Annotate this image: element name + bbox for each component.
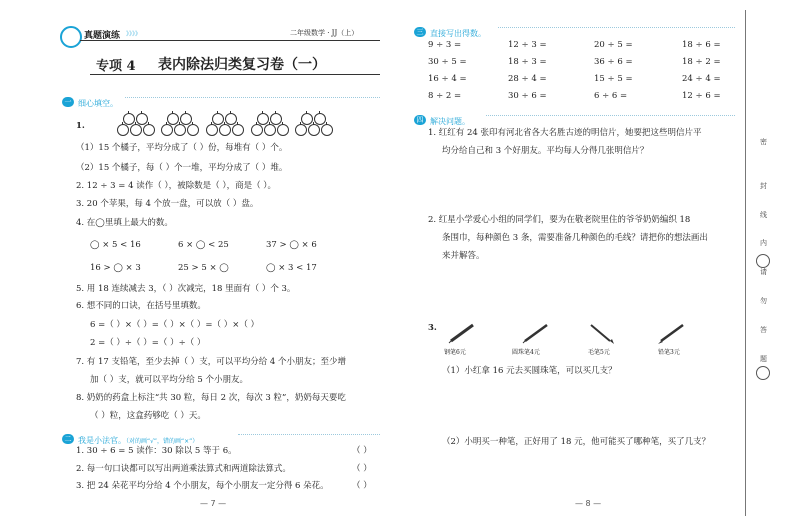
calc-cell: 30 ÷ 5 = [428, 57, 467, 67]
section-calc-title: 直接写出得数。 [430, 29, 486, 38]
p3-part1: （1）小红拿 16 元去买圆珠笔，可以买几支？ [442, 366, 617, 376]
q1-number: 1. [76, 121, 85, 131]
q4-item: 16 > ◯ × 3 [90, 263, 141, 273]
header-rule [80, 40, 380, 41]
judge-mark: （ ） [352, 481, 372, 491]
ballpoint-pen-icon [522, 322, 550, 344]
p2-line3: 来并解答。 [442, 251, 485, 261]
ballpoint-pen-label: 圆珠笔4元 [512, 349, 540, 356]
q8-line2: （ ）粒，这盒药够吃（ ）天。 [90, 411, 206, 421]
right-page [400, 0, 800, 531]
section-solve-heading [414, 109, 470, 128]
margin-char: 勿 [760, 297, 767, 305]
pen-icon [448, 322, 476, 344]
q6-row2: 2 =（ ）÷（ ）=（ ）÷（ ） [90, 338, 206, 348]
calc-cell: 16 ÷ 4 = [428, 74, 467, 84]
q6-text: 6. 想不同的口诀，在括号里填数。 [76, 301, 206, 311]
q4-item: ◯ × 5 < 16 [90, 240, 141, 250]
orange-icon [232, 124, 244, 136]
orange-icon [161, 124, 173, 136]
orange-icon [251, 124, 263, 136]
orange-icon [225, 113, 237, 125]
p1-line2: 均分给自己和 3 个好朋友。平均每人分得几张明信片？ [442, 146, 649, 156]
section-fill-title: 细心填空。 [78, 99, 118, 108]
orange-icon [295, 124, 307, 136]
q1-part1: （1）15 个橘子，平均分成了（ ）份，每堆有（ ）个。 [76, 143, 288, 153]
q1-part2: （2）15 个橘子，每（ ）个一堆，平均分成了（ ）堆。 [76, 163, 288, 173]
header-arrows: 》》》》 [126, 31, 142, 38]
q4-item: 6 × ◯ < 25 [178, 240, 229, 250]
q7-line1: 7. 有 17 支铅笔，至少去掉（ ）支，可以平均分给 4 个小朋友；至少增 [76, 357, 347, 367]
pencil-icon [658, 322, 686, 344]
section-solve-title: 解决问题。 [430, 117, 470, 126]
orange-icon [167, 113, 179, 125]
margin-char: 题 [760, 355, 767, 363]
q4-item: 37 > ◯ × 6 [266, 240, 317, 250]
q3: 3. 20 个苹果，每 4 个放一盘，可以放（ ）盘。 [76, 199, 259, 209]
orange-icon [117, 124, 129, 136]
title-rule [90, 74, 380, 75]
margin-char: 密 [760, 138, 767, 146]
orange-icon [219, 124, 231, 136]
q2: 2. 12 ÷ 3 = 4 读作（ ），被除数是（ ），商是（ ）。 [76, 181, 277, 191]
header-badge: 真题演练 [84, 31, 121, 41]
p3-part2: （2）小明买一种笔，正好用了 18 元，他可能买了哪种笔，买了几支？ [442, 437, 711, 447]
orange-icon [174, 124, 186, 136]
orange-icon [277, 124, 289, 136]
dotted-divider [486, 115, 735, 116]
section-fill-heading [62, 91, 118, 110]
judge-mark: （ ） [352, 464, 372, 474]
q8-line1: 8. 奶奶的药盒上标注“共 30 粒，每日 2 次，每次 3 粒”，奶奶每天要吃 [76, 393, 346, 403]
judge-item: 3. 把 24 朵花平均分给 4 个小朋友，每个小朋友一定分得 6 朵花。 [76, 481, 329, 491]
calc-cell: 36 ÷ 6 = [594, 57, 633, 67]
section-calc-heading [414, 21, 486, 40]
section-judge-heading [62, 428, 198, 447]
section-judge-note: （对的画“√”，错的画“×”） [126, 438, 199, 445]
margin-char: 封 [760, 182, 767, 190]
calc-cell: 12 ÷ 3 = [508, 40, 547, 50]
q4-text: 4. 在◯里填上最大的数。 [76, 218, 173, 228]
p3-number: 3. [428, 323, 437, 333]
page-number: — 7 — [200, 499, 227, 508]
orange-icon [301, 113, 313, 125]
orange-icon [264, 124, 276, 136]
orange-icon [257, 113, 269, 125]
orange-icon [321, 124, 333, 136]
margin-char: 内 [760, 239, 767, 247]
section-number-icon: 四 [414, 115, 426, 125]
orange-icon [180, 113, 192, 125]
orange-icon [206, 124, 218, 136]
calc-cell: 6 ÷ 6 = [594, 91, 628, 101]
calc-cell: 18 ÷ 3 = [508, 57, 547, 67]
dotted-divider [125, 97, 380, 98]
judge-mark: （ ） [352, 446, 372, 456]
section-number-icon: 三 [414, 27, 426, 37]
orange-icon [130, 124, 142, 136]
orange-icon [143, 124, 155, 136]
calc-cell: 30 ÷ 6 = [508, 91, 547, 101]
brush-pen-icon [588, 322, 616, 344]
binding-line [745, 10, 746, 516]
title-label: 专项 4 [96, 59, 136, 74]
section-number-icon: 二 [62, 434, 74, 444]
brush-pen-label: 毛笔5元 [588, 349, 610, 356]
judge-item: 1. 30 ÷ 6 = 5 读作：30 除以 5 等于 6。 [76, 446, 237, 456]
section-judge-title: 我是小法官。 [78, 436, 126, 445]
page-title: 表内除法归类复习卷（一） [158, 57, 326, 73]
calc-cell: 24 ÷ 4 = [682, 74, 721, 84]
q5: 5. 用 18 连续减去 3，（ ）次减完，18 里面有（ ）个 3。 [76, 284, 296, 294]
q4-item: 25 > 5 × ◯ [178, 263, 229, 273]
orange-icon [212, 113, 224, 125]
orange-icon [314, 113, 326, 125]
orange-icon [136, 113, 148, 125]
p1-line1: 1. 红红有 24 张印有河北省各大名胜古迹的明信片，她要把这些明信片平 [428, 128, 702, 138]
orange-icon [123, 113, 135, 125]
margin-char: 答 [760, 326, 767, 334]
calc-cell: 12 ÷ 6 = [682, 91, 721, 101]
calc-cell: 9 ÷ 3 = [428, 40, 462, 50]
pen-label: 钢笔6元 [444, 349, 466, 356]
p2-line1: 2. 红星小学爱心小组的同学们，要为在敬老院里住的爷爷奶奶编织 18 [428, 215, 691, 225]
section-number-icon: 一 [62, 97, 74, 107]
q6-row1: 6 =（ ）×（ ）=（ ）×（ ）=（ ）×（ ） [90, 320, 260, 330]
calc-cell: 8 ÷ 2 = [428, 91, 462, 101]
margin-char: 线 [760, 211, 767, 219]
q7-line2: 加（ ）支，就可以平均分给 5 个小朋友。 [90, 375, 249, 385]
orange-icon [270, 113, 282, 125]
dotted-divider [498, 27, 735, 28]
calc-cell: 20 ÷ 5 = [594, 40, 633, 50]
binding-hole-icon [756, 366, 770, 380]
pencil-label: 铅笔3元 [658, 349, 680, 356]
dotted-divider [238, 434, 380, 435]
calc-cell: 18 ÷ 2 = [682, 57, 721, 67]
binding-hole-icon [756, 254, 770, 268]
judge-item: 2. 每一句口诀都可以写出两道乘法算式和两道除法算式。 [76, 464, 291, 474]
page-number: — 8 — [575, 499, 602, 508]
calc-cell: 28 ÷ 4 = [508, 74, 547, 84]
orange-icon [187, 124, 199, 136]
margin-char: 请 [760, 268, 767, 276]
p2-line2: 条围巾，每种颜色 3 条，需要准备几种颜色的毛线？请把你的想法画出 [442, 233, 708, 243]
orange-icon [308, 124, 320, 136]
calc-cell: 15 ÷ 5 = [594, 74, 633, 84]
calc-cell: 18 ÷ 6 = [682, 40, 721, 50]
logo-icon [60, 26, 82, 48]
header-grade: 二年级数学 · JJ（上） [290, 29, 359, 37]
q4-item: ◯ × 3 < 17 [266, 263, 317, 273]
